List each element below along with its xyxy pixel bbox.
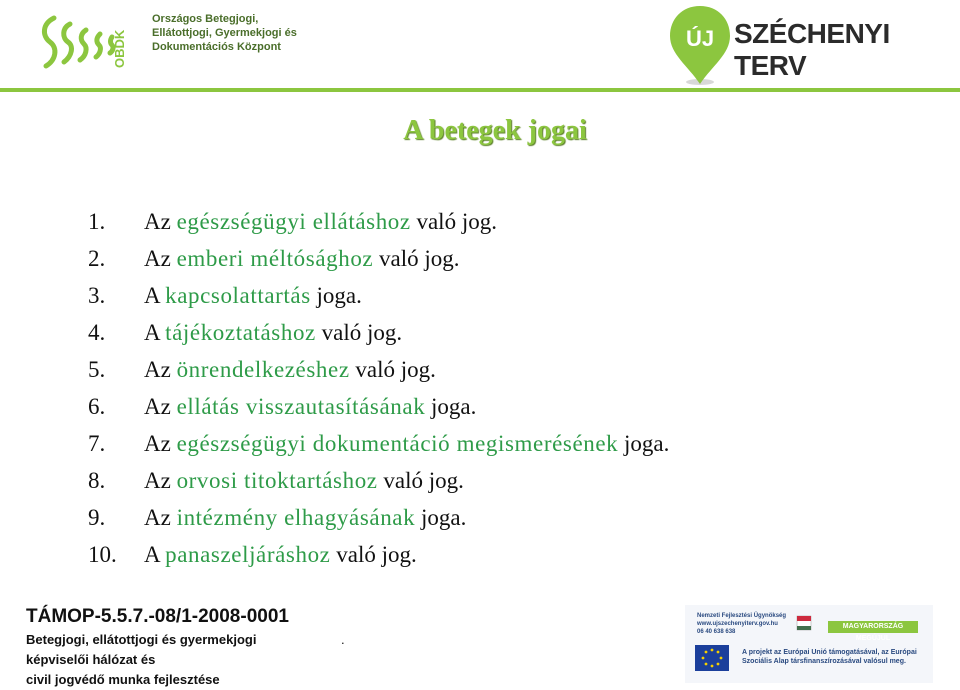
right-suffix: való jog. xyxy=(330,542,417,567)
rights-list xyxy=(88,203,669,573)
right-highlight: önrendelkezéshez xyxy=(176,357,350,382)
right-prefix: A xyxy=(144,283,166,308)
right-suffix: joga. xyxy=(310,283,362,308)
right-number: 3. xyxy=(88,283,106,308)
right-prefix: Az xyxy=(144,209,177,234)
rights-item xyxy=(88,240,669,277)
right-number: 8. xyxy=(88,468,106,493)
rights-item xyxy=(88,462,669,499)
right-highlight: egészségügyi ellátáshoz xyxy=(176,209,411,234)
eu-line: A projekt az Európai Unió támogatásával, az Európai xyxy=(742,649,917,656)
rights-item xyxy=(88,351,669,388)
eu-support-text xyxy=(742,648,937,666)
right-number: 5. xyxy=(88,357,106,382)
right-number: 10. xyxy=(88,542,117,567)
right-highlight: orvosi titoktartáshoz xyxy=(176,468,378,493)
magyarorszag-megujul-badge: MAGYARORSZÁG MEGÚJUL xyxy=(828,621,918,633)
right-highlight: tájékoztatáshoz xyxy=(165,320,316,345)
right-prefix: Az xyxy=(144,505,177,530)
right-prefix: Az xyxy=(144,246,177,271)
right-number: 9. xyxy=(88,505,106,530)
right-suffix: való jog. xyxy=(410,209,497,234)
right-highlight: intézmény elhagyásának xyxy=(176,505,416,530)
uj-badge: ÚJ xyxy=(685,26,715,51)
obdk-line: Országos Betegjogi, xyxy=(152,13,259,25)
page-title: A betegek jogai xyxy=(403,115,587,146)
right-prefix: Az xyxy=(144,468,177,493)
project-line: képviselői hálózat és xyxy=(26,652,156,667)
obdk-line: Dokumentációs Központ xyxy=(152,41,281,53)
nfu-info xyxy=(697,612,786,636)
obdk-mark: OBDK xyxy=(112,29,127,68)
right-prefix: Az xyxy=(144,357,177,382)
nfu-line: 06 40 638 638 xyxy=(697,629,736,635)
rights-item xyxy=(88,425,669,462)
right-suffix: való jog. xyxy=(315,320,403,345)
right-highlight: kapcsolattartás xyxy=(165,283,311,308)
right-prefix: A xyxy=(144,542,166,567)
rights-item xyxy=(88,388,669,425)
rights-item xyxy=(88,203,669,240)
right-highlight: egészségügyi dokumentáció megismerésének xyxy=(176,431,619,456)
right-highlight: ellátás visszautasításának xyxy=(176,394,426,419)
project-line: Betegjogi, ellátottjogi és gyermekjogi xyxy=(26,632,257,647)
header-divider xyxy=(0,88,960,92)
project-code: TÁMOP-5.5.7.-08/1-2008-0001 xyxy=(26,606,289,627)
obdk-name xyxy=(152,12,297,54)
footer-project xyxy=(26,604,289,690)
nfu-line: www.ujszechenyiterv.gov.hu xyxy=(697,621,778,627)
right-prefix: Az xyxy=(144,394,177,419)
right-suffix: való jog. xyxy=(349,357,436,382)
project-line: civil jogvédő munka fejlesztése xyxy=(26,672,220,687)
right-suffix: való jog. xyxy=(377,468,464,493)
rights-item xyxy=(88,314,669,351)
rights-item xyxy=(88,277,669,314)
right-suffix: joga. xyxy=(618,431,670,456)
right-number: 1. xyxy=(88,209,106,234)
footer-dot: . xyxy=(341,632,345,647)
right-prefix: A xyxy=(144,320,166,345)
nfu-line: Nemzeti Fejlesztési Ügynökség xyxy=(697,613,787,619)
right-number: 4. xyxy=(88,320,106,345)
obdk-line: Ellátottjogi, Gyermekjogi és xyxy=(152,27,297,39)
right-suffix: joga. xyxy=(425,394,477,419)
rights-item xyxy=(88,536,669,573)
right-highlight: panaszeljáráshoz xyxy=(165,542,331,567)
header xyxy=(0,0,960,95)
right-number: 2. xyxy=(88,246,106,271)
right-suffix: való jog. xyxy=(373,246,460,271)
right-number: 7. xyxy=(88,431,106,456)
right-prefix: Az xyxy=(144,431,177,456)
right-highlight: emberi méltósághoz xyxy=(176,246,374,271)
right-suffix: joga. xyxy=(415,505,467,530)
right-number: 6. xyxy=(88,394,106,419)
eu-line: Szociális Alap társfinanszírozásával valósul meg. xyxy=(742,658,906,665)
rights-item xyxy=(88,499,669,536)
uj-name: SZÉCHENYI TERV xyxy=(734,18,890,81)
